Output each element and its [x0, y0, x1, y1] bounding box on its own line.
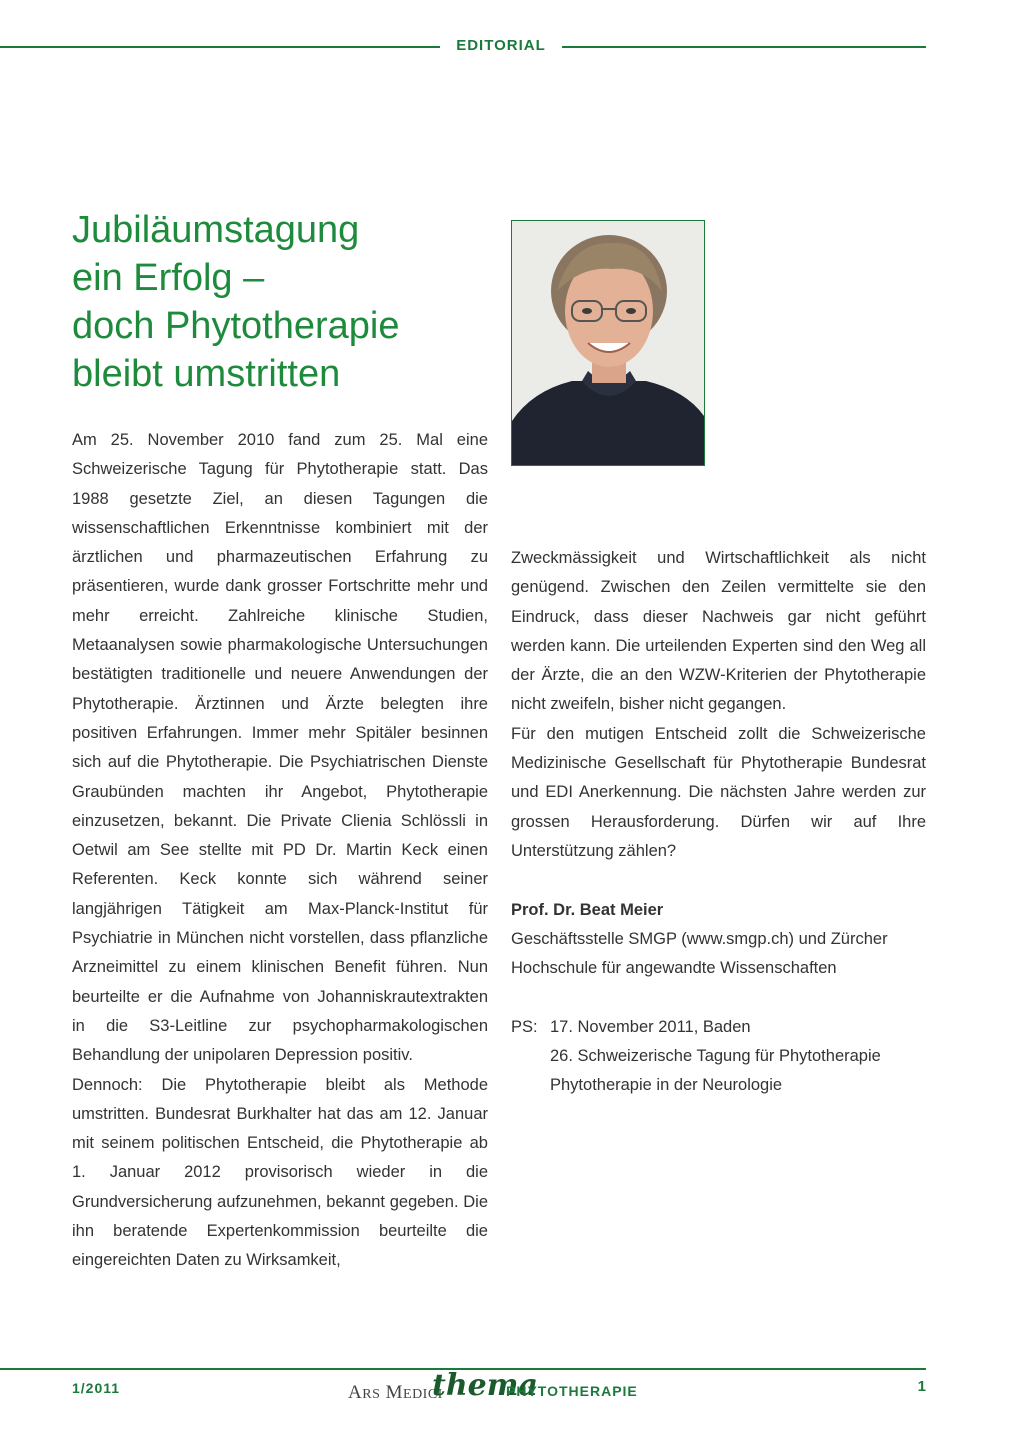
brand-ars-medici: ARS MEDICI	[348, 1382, 443, 1403]
ps-lines	[550, 1013, 881, 1101]
title-line: Jubiläumstagung	[72, 209, 360, 251]
brand-thema: thema	[432, 1368, 538, 1403]
issue-number: 1/2011	[72, 1380, 121, 1396]
postscript	[511, 1013, 926, 1101]
header-rule-right	[562, 46, 926, 48]
paragraph: Am 25. November 2010 fand zum 25. Mal eine Schweizerische Tagung für Phytotherapie statt. Das 1988 gesetzte Ziel, an diesen Tagungen die wissenschaftlichen Erkenntnisse kombiniert mit der ärztlichen und pharmazeutischen Erfahrung zu präsentieren, wurde dank grosser Fortschritte mehr und mehr erreicht. Zahlreiche klinische Studien, Metaanalysen sowie pharmakologische Untersuchungen bestätigten traditionelle und neuere Anwendungen der Phytotherapie. Ärztinnen und Ärzte belegten ihre positiven Erfahrungen. Immer mehr Spitäler besinnen sich auf die Phytotherapie. Die Psychiatrischen Dienste Graubünden machten ihr Angebot, Phytotherapie einzusetzen, bekannt. Die Private Clienia Schlössli in Oetwil am See stellte mit PD Dr. Martin Keck einen Referenten. Keck konnte sich während seiner langjährigen Tätigkeit am Max-Planck-Institut für Psychiatrie in München nicht vorstellen, dass pflanzliche Arzneimittel zu einem klinischen Benefit führen. Nun beurteilte er die Aufnahme von Johanniskrautextrakten in die S3-Leitline zur psychopharmakologischen Behandlung der unipolaren Depression positiv.	[72, 431, 488, 1065]
spacer	[511, 866, 926, 895]
paragraph: Für den mutigen Entscheid zollt die Schweizerische Medizinische Gesellschaft für Phytotherapie Bundesrat und EDI Anerkennung. Die nächsten Jahre werden zur grossen Herausforderung. Dürfen wir auf Ihre Unterstützung zählen?	[511, 724, 926, 860]
title-line: doch Phytotherapie	[72, 305, 400, 347]
header-rule-left	[0, 46, 440, 48]
footer-section: PHYTOTHERAPIE	[506, 1383, 638, 1399]
publication-logo	[348, 1368, 668, 1414]
section-label: EDITORIAL	[456, 37, 546, 54]
ps-line: 17. November 2011, Baden	[550, 1017, 751, 1036]
ps-line: Phytotherapie in der Neurologie	[550, 1076, 783, 1095]
author-photo	[511, 220, 705, 466]
article-title	[72, 206, 492, 398]
ps-label: PS:	[511, 1017, 538, 1036]
paragraph: Dennoch: Die Phytotherapie bleibt als Methode umstritten. Bundesrat Burkhalter hat das am 12. Januar mit seinem politischen Entscheid, die Phytotherapie ab 1. Januar 2012 provisorisch wieder in die Grundversicherung aufzunehmen, bekannt gegeben. Die ihn beratende Expertenkommission beurteilte die eingereichten Daten zu Wirksamkeit,	[72, 1075, 488, 1270]
title-line: ein Erfolg –	[72, 257, 265, 299]
paragraph: Zweckmässigkeit und Wirtschaftlichkeit als nicht genügend. Zwischen den Zeilen vermittelte sie den Eindruck, dass dieser Nachweis gar nicht geführt werden kann. Die urteilenden Experten sind den Weg all der Ärzte, die an den WZW-Kriterien der Phytotherapie nicht zweifeln, bisher nicht gegangen.	[511, 549, 926, 714]
portrait-image	[512, 221, 705, 466]
page-number: 1	[917, 1378, 926, 1395]
article-body-left	[72, 426, 488, 1276]
title-line: bleibt umstritten	[72, 353, 341, 395]
spacer	[511, 983, 926, 1012]
article-body-right	[511, 544, 926, 1101]
author-affiliation: Geschäftsstelle SMGP (www.smgp.ch) und Zürcher Hochschule für angewandte Wissenschaften	[511, 929, 888, 978]
ps-line: 26. Schweizerische Tagung für Phytotherapie	[550, 1047, 881, 1066]
author-name: Prof. Dr. Beat Meier	[511, 900, 664, 919]
